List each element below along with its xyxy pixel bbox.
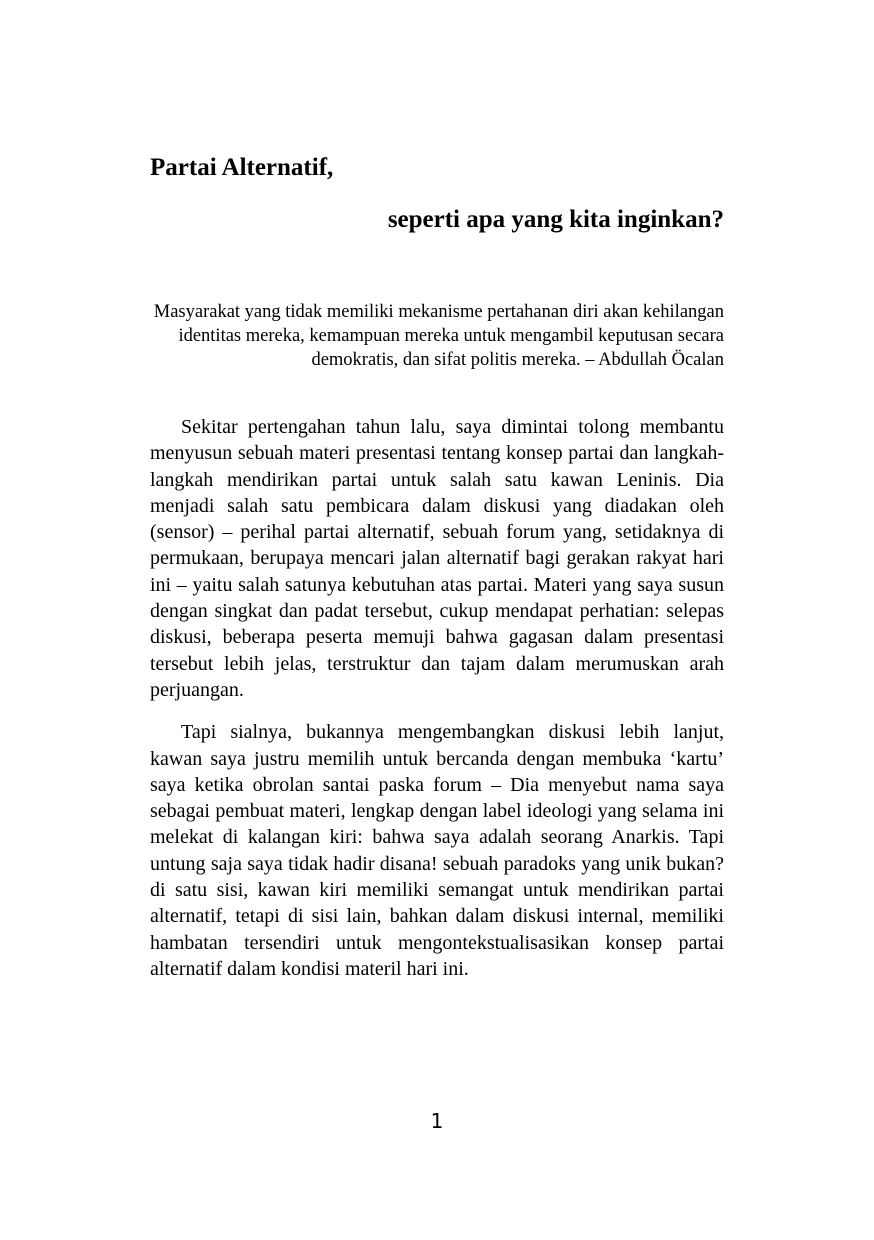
chapter-title-line-1: Partai Alternatif,: [150, 154, 334, 181]
page-number: 1: [430, 1109, 444, 1133]
paragraph-1: Sekitar pertengahan tahun lalu, saya dimintai tolong membantu menyusun sebuah materi presentasi tentang konsep partai dan langkah-langkah mendirikan partai untuk salah satu kawan Leninis. Dia menjadi salah satu pembicara dalam diskusi yang diadakan oleh (sensor) – perihal partai alternatif, sebuah forum yang, setidaknya di permukaan, berupaya mencari jalan alternatif bagi gerakan rakyat hari ini – yaitu salah satunya kebutuhan atas partai. Materi yang saya susun dengan singkat dan padat tersebut, cukup mendapat perhatian: selepas diskusi, beberapa peserta memuji bahwa gagasan dalam presentasi tersebut lebih jelas, terstruktur dan tajam dalam merumuskan arah perjuangan.: [150, 416, 724, 701]
epigraph-quote: Masyarakat yang tidak memiliki mekanisme pertahanan diri akan kehilangan identitas mereka, kemampuan mereka untuk mengambil keputusan secara demokratis, dan sifat politis mereka. – Abdullah Öcalan: [153, 302, 724, 370]
body-text: [150, 414, 724, 998]
chapter-title-line-2: seperti apa yang kita inginkan?: [387, 206, 724, 233]
paragraph-2: Tapi sialnya, bukannya mengembangkan diskusi lebih lanjut, kawan saya justru memilih untuk bercanda dengan membuka ‘kartu’ saya ketika obrolan santai paska forum – Dia menyebut nama saya sebagai pembuat materi, lengkap dengan label ideologi yang selama ini melekat di kalangan kiri: bahwa saya adalah seorang Anarkis. Tapi untung saja saya tidak hadir disana! sebuah paradoks yang unik bukan? di satu sisi, kawan kiri memiliki semangat untuk mendirikan partai alternatif, tetapi di sisi lain, bahkan dalam diskusi internal, memiliki hambatan tersendiri untuk mengontekstualisasikan konsep partai alternatif dalam kondisi materil hari ini.: [150, 721, 724, 980]
